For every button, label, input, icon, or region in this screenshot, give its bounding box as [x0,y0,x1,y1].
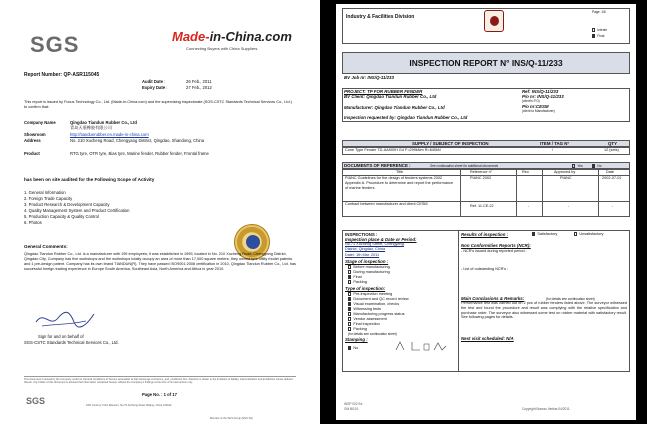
po2-note: (client to Manufacturer) [522,109,555,113]
stamping-no: No [348,346,358,351]
docs-col-approved: Approved by [554,170,576,174]
product-value: RTG tyre, OTR tyre, Bias tyre, Marine fender, Rubber fender, Frontal frame [70,151,209,156]
type-option: Document and QC record review [348,297,409,302]
expiry-date: 27 Feb., 2012 [186,85,212,90]
division-name: Industry & Facilities Division [346,14,415,20]
type-note: (for details see continuation sheet) [348,332,397,336]
doc2-ref: Ref. 11.CE.22 [470,204,494,208]
form-code: INSP 002 Ee [344,402,363,406]
page-number: Page No. : 1 of 17 [142,392,177,397]
stage-option: Before manufacturing [348,265,390,270]
supply-tag: / [552,148,554,152]
results-heading: Results of inspection : [461,232,509,237]
ref-number: Ref: INS/Q-11/233 [522,89,559,94]
manufacturer: Manufacturer: Qingdao Tiandun Rubber Co., Ltd [344,105,445,110]
supply-item: Cone Type Fender TD-AA900H G4 F=299kNm R=640kN [345,148,441,152]
po-number: P/o nr: INS/Q-11/233 [522,94,564,99]
docs-heading: DOCUMENTS OF REFERENCE : [344,163,411,168]
audit-date-label: Audit Date : [142,79,166,84]
doc1-date: 2002-07-01 [602,176,622,180]
bv-report-page [336,4,636,420]
docs-col-rev: Rev. [522,170,530,174]
place-heading: Inspection place & Date or Period: [345,237,417,242]
doc2-date: - [612,204,614,208]
inspections-heading: INSPECTIONS : [345,232,378,237]
ncr-issued: - NCR's issued during reported period : [461,249,527,253]
supply-heading: SUPPLY / SUBJECT OF INSPECTION [412,141,489,146]
type-option: Final inspection [348,322,380,327]
doc1-approved: PIANC [560,176,572,180]
intro-text: This report is issued by Focus Technology Co., Ltd. (Made-in-China.com) and the supervising inspectorate (SGS-CSTC Standards Technical Services Co., Ltd.) to confirm that: [24,100,292,109]
company-name: Qingdao Tiandun Rubber Co., Ltd [70,120,137,125]
scope-item: 4. Quality Management System and Product Certification [24,208,130,213]
doc2-rev: - [528,204,530,208]
copyright: Copyright Bureau Veritas 04/2011 [522,407,570,411]
footer-divider [24,376,296,377]
bv-client: BV Client: Qingdao Tiandun Rubber Co., Ltd [344,94,437,99]
stage-option: Packing [348,280,367,285]
company-label: Company Name [24,120,56,125]
po2-number: P/o nr:CESM [522,104,549,109]
ncr-outstanding: - List of outstanding NCR's : [461,267,509,271]
address-label: Address [24,138,41,143]
showroom-label: Showroom [24,132,46,137]
footer-sgs-logo: SGS [26,396,46,406]
scope-item: 3. Product Research & Development Capacity [24,202,110,207]
made-in-china-logo: Made-in-China.com [172,29,292,44]
comments-heading: General Comments: [24,244,68,249]
doc1-title: PIANC Guidelines for the design of fenders systems 2002 Appendix A. Procedure to determine and report the performance of marine fenders [345,176,454,190]
stamp-marks-icon [392,340,448,352]
inspection-date: Date/: 1th Mar. 2011 [345,253,380,257]
type-option: Vendor assessment [348,317,387,322]
sign-company: SGS-CSTC Standards Technical Services Co., Ltd. [24,340,119,345]
place-line-1: No.71 Xucheng Street, Chengyang [345,242,404,246]
type-option: Witnessing tests [348,307,381,312]
inspections-divider [458,230,459,372]
showroom-link[interactable]: http://tiandunrubber.en.made-in-china.com [70,132,149,137]
interim-option: Interim [592,28,607,32]
doc1-ref: PIANC 2002 [470,176,492,180]
requested-by: Inspection requested by: Qingdao Tiandun Rubber Co., Ltd [344,115,468,120]
type-heading: Type of inspection: [345,286,386,291]
item-heading: ITEM / TAG N° [540,141,570,146]
sign-on-behalf: Sign for and on behalf of [38,334,84,339]
sgs-report-page [0,0,320,424]
doc2-title: Contract between manufacturer and client CESM [345,202,428,206]
scope-item: 2. Foreign Trade Capacity [24,196,73,201]
footer-member: Member of the SGS Group (SGS SA) [210,417,253,420]
stage-heading: Stage of inspection : [345,259,389,264]
docs-col-date: Date [606,170,615,174]
conclusions-note: (for details see continuation sheet) [546,297,595,301]
ncr-heading: Non Conformities Reports (NCR): [461,243,531,248]
docs-col-divider [460,169,461,217]
next-visit: Next visit scheduled: N/A [461,336,514,341]
scope-item: 5. Production Capacity & Quality Control [24,214,99,219]
scope-item: 1. General Information [24,190,66,195]
scope-heading: has been on site audited for the Following Scope of Activity [24,177,155,182]
docs-yes: Yes [572,164,583,168]
scope-item: 6. Photos [24,220,42,225]
bv-job-number: BV Job nr: INS/Q-11/233 [344,75,394,80]
form-ref: GM BI101 [344,407,359,411]
doc2-approved: - [568,204,570,208]
docs-continuation: See continuation sheet for additional documents [430,164,499,168]
stage-option: Final [348,275,362,280]
final-option: Final [592,34,604,38]
supply-qty: 12 (sets) [604,148,619,152]
made-in-china-tagline: Connecting Buyers with China Suppliers [186,46,258,51]
company-name-cn: 青岛天盾橡胶有限公司 [70,125,112,130]
place-line-2: District, Qingdao, China [345,247,386,251]
conclusions-heading: Main Conclusions & Remarks: [461,296,525,301]
docs-col-divider [542,169,543,217]
result-unsatisfactory: Unsatisfactory [574,232,603,237]
address-value: No. 210 Xucheng Road, Chengyang District, Qingdao, Shandong, China [70,138,205,143]
project-title: PROJECT: TP FOR RUBBER FENDER [344,89,423,94]
qty-heading: QTY [608,141,618,146]
type-option: Manufacturing progress status [348,312,404,317]
type-option: Packing [348,327,367,332]
comments-text: Qingdao Tiandun Rubber Co., Ltd. is a manufacturer with 199 employees; it was established in 1999, located in No. 210 Xucheng Road, Chengyang District, Qingdao City. Company has five workshops and the workshops totally occupy an area of more than 17,000 square meters, they owned tyre utility model patents and 1 pre-design patent. Company has its own brand TIANDUN(R). They have passed ISO9001:2008 certification in 2010, Qingdao Tiandun Rubber Co., Ltd. has successful foreign trading experience in Europe South America, Southeast Asia, North America and Africa in year 2010. [24,252,296,271]
stamping-heading: Stamping : [345,337,368,342]
conclusions-text: Performance test was carried out on 2 pcs of rubber fenders listed above. The surveyor witnessed the test and found the procedure and result was complying with the relative specification and purchase order. The surveyor also witnessed some test on rubber material with satisfactory result. See following pages for details. [461,301,627,320]
result-satisfactory: Satisfactory [532,232,557,237]
expiry-date-label: Expiry Date : [142,85,168,90]
bureau-veritas-logo-icon [484,10,504,32]
docs-col-title: Title [396,170,404,174]
docs-col-ref: Reference n° [470,170,493,174]
footer-disclaimer: This document is issued by the Company under its General Conditions of Service accessible at http://www.sgs.com/terms_and_conditions.htm. Attention is drawn to the limitation of liability, indemnification and jurisdiction issues defined therein. Any holder of this document is advised that information contained hereon reflects the Company's findings at the time of its intervention only. [24,378,293,385]
footer-address: 16/F Century Yuhui Mansion, No.73 Fucheng Road, Beijing, China 100142 [86,404,172,407]
report-number: Report Number: QP-ASR115045 [24,72,100,78]
type-option: Visual examination, checks [348,302,399,307]
type-option: Pre-inspection meeting [348,292,392,297]
report-page: Page: 1/6 [592,10,606,14]
docs-col-divider [598,169,599,217]
stage-option: During manufacturing [348,270,390,275]
signature-icon [34,308,96,330]
product-label: Product [24,151,40,156]
docs-col-divider [516,169,517,217]
po-note: (client's P.O) [522,99,540,103]
docs-no: No [592,164,601,168]
sgs-logo: SGS [30,32,80,57]
report-title: INSPECTION REPORT N° INS/Q-11/233 [409,58,563,68]
audit-date: 26 Feb., 2011 [186,79,212,84]
